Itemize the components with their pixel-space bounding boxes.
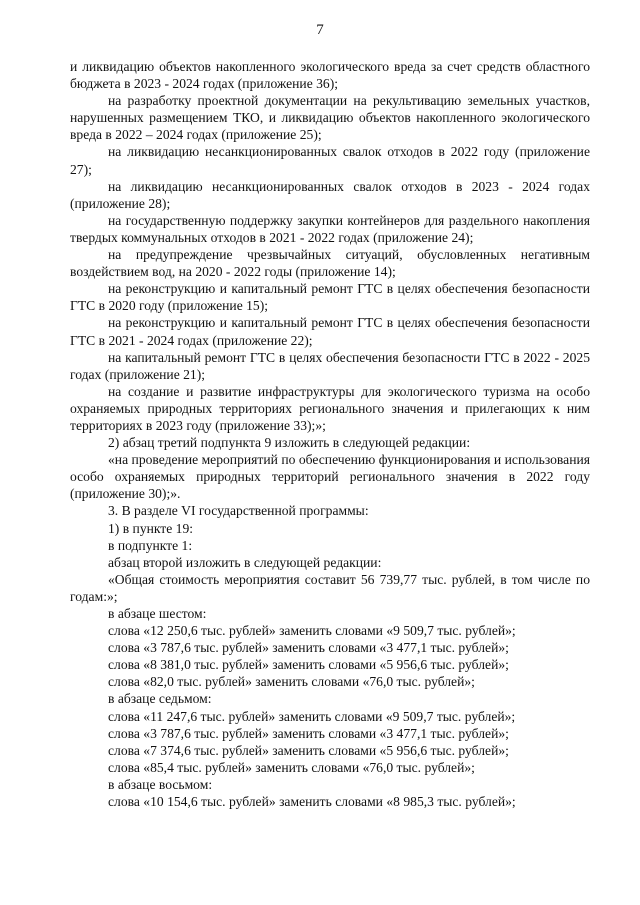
paragraph: слова «85,4 тыс. рублей» заменить словами «76,0 тыс. рублей»; [108,759,475,775]
page-number: 7 [316,22,324,38]
document-body [70,58,590,810]
paragraph: слова «10 154,6 тыс. рублей» заменить словами «8 985,3 тыс. рублей»; [108,794,516,810]
paragraph: 2) абзац третий подпункта 9 изложить в следующей редакции: [108,435,471,451]
paragraph: на ликвидацию несанкционированных свалок отходов в 2023 - 2024 годах (приложение 28); [70,178,590,211]
paragraph: на реконструкцию и капитальный ремонт ГТС в целях обеспечения безопасности ГТС в 2021 - 2024 годах (приложение 22); [70,315,590,348]
paragraph: в абзаце седьмом: [108,691,212,707]
paragraph: в абзаце шестом: [108,606,207,621]
paragraph: на предупреждение чрезвычайных ситуаций, обусловленных негативным воздействием вод, на 2020 - 2022 годы (приложение 14); [70,247,590,280]
paragraph: на ликвидацию несанкционированных свалок отходов в 2022 году (приложение 27); [70,144,590,177]
paragraph: на создание и развитие инфраструктуры для экологического туризма на особо охраняемых природных территориях регионального значения и прилегающих к ним территориях в 2023 году (приложение 33);»; [70,383,590,433]
paragraph: слова «3 787,6 тыс. рублей» заменить словами «3 477,1 тыс. рублей»; [108,725,509,741]
paragraph: на государственную поддержку закупки контейнеров для раздельного накопления твердых коммунальных отходов в 2021 - 2022 годах (приложение 24); [70,212,590,245]
paragraph: «на проведение мероприятий по обеспечению функционирования и использования особо охраняемых природных территорий регионального значения в 2022 году (приложение 30);». [70,452,590,502]
paragraph: «Общая стоимость мероприятия составит 56 739,77 тыс. рублей, в том числе по годам:»; [70,571,590,604]
paragraph: слова «11 247,6 тыс. рублей» заменить словами «9 509,7 тыс. рублей»; [108,708,516,724]
paragraph: на реконструкцию и капитальный ремонт ГТС в целях обеспечения безопасности ГТС в 2020 году (приложение 15); [70,281,590,314]
paragraph: 1) в пункте 19: [108,520,194,536]
paragraph: слова «3 787,6 тыс. рублей» заменить словами «3 477,1 тыс. рублей»; [108,640,509,656]
paragraph: 3. В разделе VI государственной программы: [108,503,369,519]
paragraph: и ликвидацию объектов накопленного экологического вреда за счет средств областного бюджета в 2023 - 2024 годах (приложение 36); [70,59,590,92]
paragraph: слова «8 381,0 тыс. рублей» заменить словами «5 956,6 тыс. рублей»; [108,657,509,673]
paragraph: слова «82,0 тыс. рублей» заменить словами «76,0 тыс. рублей»; [108,674,475,690]
paragraph: в подпункте 1: [108,537,193,553]
paragraph: абзац второй изложить в следующей редакции: [108,554,382,570]
paragraph: на капитальный ремонт ГТС в целях обеспечения безопасности ГТС в 2022 - 2025 годах (приложение 21); [70,349,590,382]
paragraph: на разработку проектной документации на рекультивацию земельных участков, нарушенных размещением ТКО, и ликвидацию объектов накопленного экологического вреда в 2022 – 2024 годах (приложение 25); [70,93,590,143]
paragraph: в абзаце восьмом: [108,776,213,792]
paragraph: слова «12 250,6 тыс. рублей» заменить словами «9 509,7 тыс. рублей»; [108,623,516,639]
paragraph: слова «7 374,6 тыс. рублей» заменить словами «5 956,6 тыс. рублей»; [108,742,509,758]
